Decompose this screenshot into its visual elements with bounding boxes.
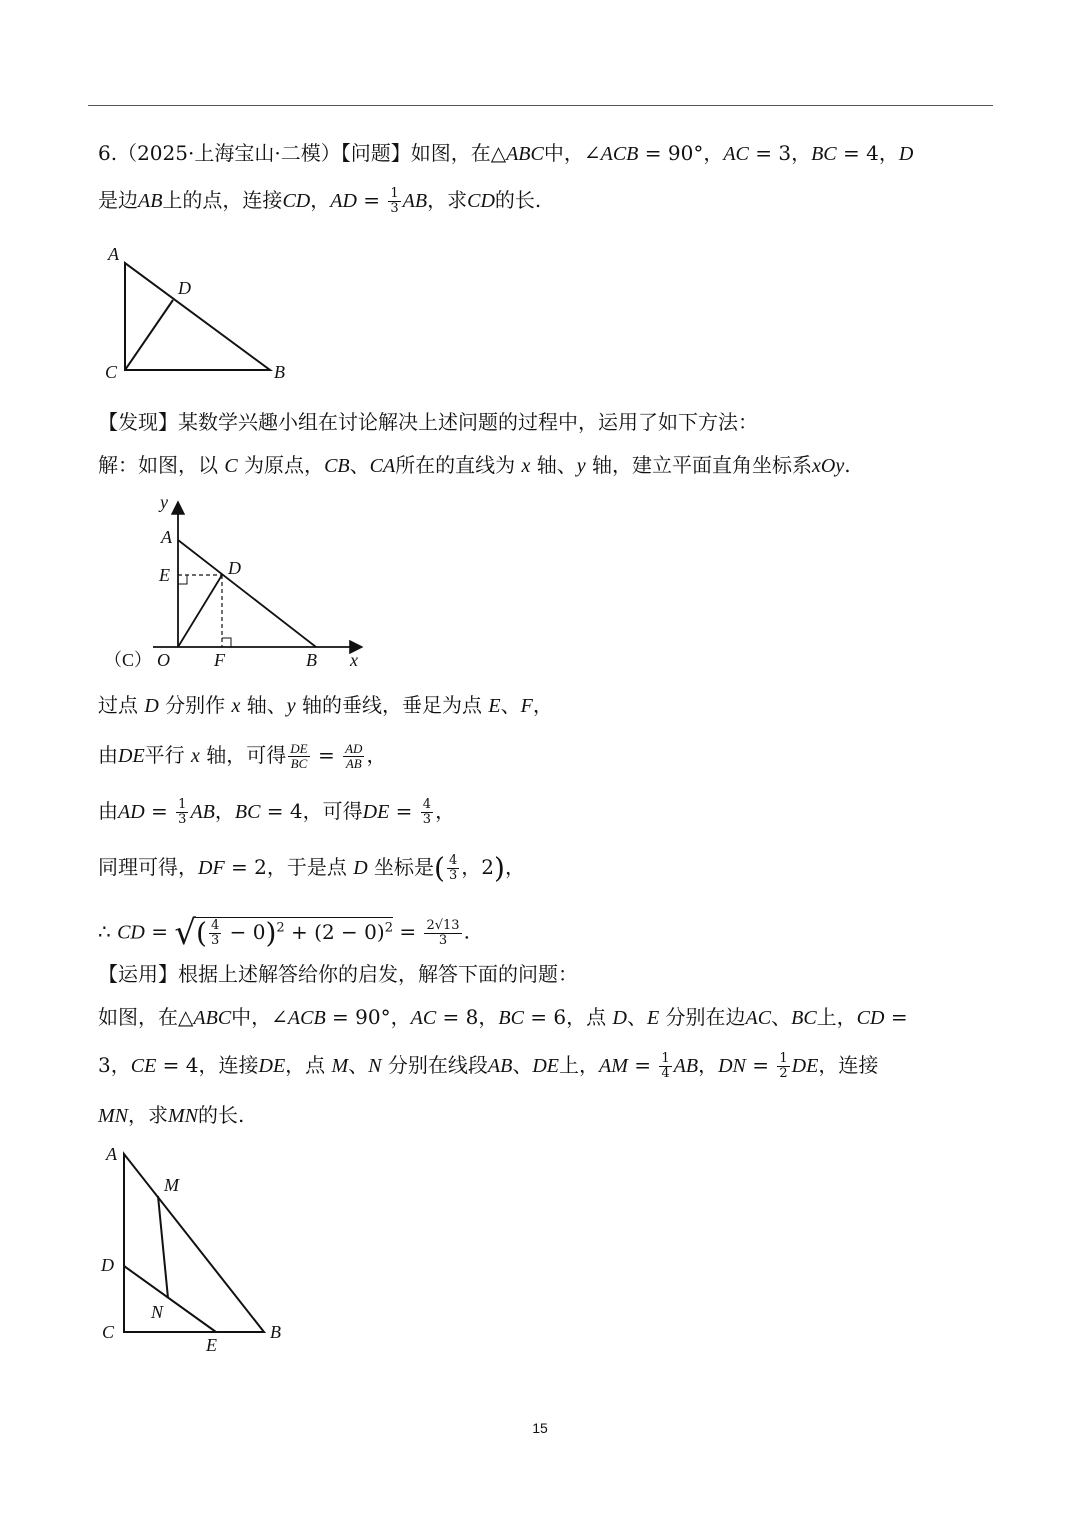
text: 如图，在△ [98, 1005, 194, 1029]
math-ab: AB [402, 190, 428, 212]
text: 轴、 [530, 453, 577, 477]
math-d: D [612, 1007, 627, 1029]
header-rule [88, 105, 993, 106]
fraction-numerator: DE [290, 741, 308, 756]
triangle-abc [124, 1154, 264, 1332]
fraction-numerator: AD [345, 741, 363, 756]
math-ad: AD [118, 801, 145, 823]
figure-triangle-abc [98, 240, 308, 390]
math-cd: CD [856, 1007, 885, 1029]
math-bc: BC [791, 1007, 817, 1029]
radicand [196, 916, 393, 950]
label-a: A [161, 527, 172, 547]
fraction-ad-ab [343, 742, 364, 771]
text: ， [698, 1053, 719, 1077]
math-f: F [520, 695, 533, 717]
text: 上的点，连接 [162, 188, 283, 212]
text: 分别在边 [659, 1005, 746, 1029]
fraction-denominator: 3 [390, 201, 399, 216]
exponent: 2 [276, 920, 285, 935]
triangle-abc [125, 263, 270, 370]
math-x: x [191, 745, 200, 767]
text: ， [532, 693, 553, 717]
math-bc: BC [811, 143, 837, 165]
text: ，点 [285, 1053, 332, 1077]
text: 为原点， [237, 453, 325, 477]
label-m: M [164, 1175, 179, 1195]
text: = 6，点 [523, 1005, 613, 1029]
text: 、 [626, 1005, 647, 1029]
figure-triangle-mn [98, 1140, 298, 1360]
text: 上， [816, 1005, 857, 1029]
segment-od [178, 575, 222, 647]
fraction-de-bc [288, 742, 309, 771]
figure-coordinate-system [98, 490, 378, 675]
text: ， [214, 799, 235, 823]
math-m: M [331, 1055, 349, 1077]
fraction-numerator: 1 [661, 1051, 670, 1066]
problem-line-1 [98, 139, 913, 168]
math-ca: CA [369, 455, 396, 477]
left-paren: ( [196, 916, 207, 950]
fraction-numerator: 4 [210, 917, 220, 933]
page-number: 15 [532, 1420, 548, 1436]
label-c: C [105, 362, 118, 382]
math-angle-acb: ∠ACB [271, 1007, 326, 1029]
text: 、 [348, 1053, 369, 1077]
math-ab: AB [487, 1055, 513, 1077]
fraction-denominator: 3 [438, 932, 448, 948]
label-f: F [214, 650, 225, 670]
text: = 90°， [325, 1005, 411, 1029]
segment-cd [125, 300, 173, 370]
fraction-numerator: 1 [390, 186, 399, 201]
text: = 90°， [638, 141, 724, 165]
math-cd: CD [467, 190, 495, 212]
text: . [463, 919, 470, 944]
fraction [388, 187, 400, 216]
right-paren: ) [494, 851, 505, 885]
text: = [884, 1005, 908, 1029]
text: = [627, 1053, 658, 1077]
text: 轴，建立平面直角坐标系 [585, 453, 813, 477]
math-de: DE [362, 801, 390, 823]
math-mn: MN [98, 1105, 128, 1127]
text: 所在的直线为 [395, 453, 522, 477]
text: 轴，可得 [199, 743, 287, 767]
text: + (2 − 0) [284, 919, 385, 944]
label-o: O [157, 650, 170, 670]
fraction-result [424, 919, 461, 948]
text: = 8， [436, 1005, 499, 1029]
problem-intro: 6.（2025·上海宝山·二模）【问题】如图，在△ [98, 141, 507, 165]
text: 3， [98, 1053, 131, 1077]
math-x: x [231, 695, 241, 717]
text: 同理可得， [98, 855, 198, 879]
math-e: E [488, 695, 501, 717]
text: 轴的垂线，垂足为点 [295, 693, 489, 717]
step-2 [98, 741, 386, 771]
math-de: DE [532, 1055, 560, 1077]
step-3 [98, 797, 455, 827]
text: ， [310, 188, 331, 212]
text: = 2，于是点 [224, 855, 354, 879]
math-e: E [646, 1007, 660, 1029]
label-a: A [106, 1144, 117, 1164]
text: 平行 [144, 743, 192, 767]
segment-de [124, 1266, 216, 1332]
math-de: DE [791, 1055, 819, 1077]
label-b: B [270, 1322, 281, 1342]
math-cb: CB [324, 455, 350, 477]
label-y: y [160, 492, 168, 512]
fraction-numerator: 4 [422, 797, 432, 812]
text: = 4， [836, 141, 899, 165]
text: ，连接 [818, 1053, 879, 1077]
fraction-denominator: 3 [448, 868, 458, 883]
text: 分别作 [158, 693, 232, 717]
right-angle-mark-f [222, 638, 231, 647]
text: 是边 [98, 188, 138, 212]
math-ac: AC [410, 1007, 437, 1029]
right-angle-mark-e [178, 575, 187, 584]
apply-line-1 [98, 1003, 908, 1032]
fraction-denominator: 3 [422, 812, 432, 827]
math-d: D [353, 857, 368, 879]
fraction-one-quarter [659, 1052, 671, 1081]
text: ，2 [461, 855, 494, 879]
label-d: D [228, 558, 241, 578]
math-bc: BC [498, 1007, 524, 1029]
text: = [745, 1053, 776, 1077]
fraction-four-thirds [421, 798, 433, 827]
math-de: DE [258, 1055, 286, 1077]
fraction-four-thirds [209, 919, 221, 948]
label-n: N [151, 1302, 164, 1322]
math-xoy: xOy [812, 455, 845, 477]
math-d: D [898, 143, 914, 165]
solution-line [98, 451, 851, 480]
text: − 0 [223, 919, 266, 944]
apply-line-2 [98, 1051, 878, 1081]
math-de: DE [118, 745, 145, 767]
text: 、 [771, 1005, 792, 1029]
label-e: E [159, 565, 170, 585]
label-e: E [206, 1335, 217, 1355]
math-n: N [368, 1055, 382, 1077]
fraction-numerator: 4 [448, 853, 458, 868]
text: = 4，可得 [260, 799, 363, 823]
text: 的长. [494, 188, 542, 212]
text: = [144, 799, 175, 823]
math-df: DF [198, 857, 225, 879]
math-cd: CD [117, 921, 145, 944]
apply-heading: 【运用】根据上述解答给你的启发，解答下面的问题： [98, 962, 578, 986]
right-paren: ) [265, 916, 277, 950]
problem-line-2 [98, 186, 541, 216]
label-d: D [101, 1255, 114, 1275]
text: 解：如图，以 [98, 453, 225, 477]
math-x: x [521, 455, 531, 477]
text: 由 [98, 743, 118, 767]
math-ab: AB [190, 801, 215, 823]
step-4 [98, 853, 525, 883]
segment-ab [178, 540, 316, 647]
text: 轴、 [240, 693, 287, 717]
apply-line-3 [98, 1101, 244, 1130]
text: 的长. [198, 1103, 245, 1127]
discover-heading: 【发现】某数学兴趣小组在讨论解决上述问题的过程中，运用了如下方法： [98, 410, 758, 434]
fraction-denominator: 3 [178, 812, 187, 827]
fraction-one-third [176, 798, 188, 827]
math-d: D [144, 695, 159, 717]
text: ， [435, 799, 456, 823]
fraction-one-half [777, 1052, 789, 1081]
text: 、 [512, 1053, 533, 1077]
fraction-numerator: 1 [779, 1051, 788, 1066]
label-a: A [108, 244, 119, 264]
text: ∴ [98, 919, 118, 944]
text: 坐标是 [367, 855, 435, 879]
text: 中， [231, 1005, 272, 1029]
label-x: x [350, 650, 358, 670]
text: 、 [349, 453, 370, 477]
fraction-numerator: 1 [178, 797, 187, 812]
text: = 3， [748, 141, 812, 165]
fraction-numerator: 2√13 [426, 917, 460, 933]
math-cd: CD [282, 190, 311, 212]
label-d: D [178, 278, 191, 298]
math-bc: BC [234, 801, 261, 823]
text: = [311, 743, 342, 767]
step-1 [98, 691, 553, 720]
text: 由 [98, 799, 118, 823]
text: 、 [500, 693, 521, 717]
label-c-paren: （C） [104, 650, 153, 670]
text: ， [504, 855, 525, 879]
fraction-denominator: BC [290, 756, 308, 771]
math-y: y [576, 455, 586, 477]
math-y: y [286, 695, 296, 717]
math-ac: AC [723, 143, 749, 165]
math-angle-acb: ∠ACB [583, 143, 639, 165]
label-b: B [274, 362, 285, 382]
math-mn: MN [168, 1105, 198, 1127]
fraction-denominator: AB [345, 756, 362, 771]
math-ce: CE [130, 1055, 157, 1077]
math-am: AM [599, 1055, 628, 1077]
text: = [356, 188, 387, 212]
text: 分别在线段 [381, 1053, 488, 1077]
text: 过点 [98, 693, 145, 717]
text: 上， [559, 1053, 600, 1077]
text: ， [366, 743, 387, 767]
label-b: B [306, 650, 317, 670]
math-ad: AD [330, 190, 357, 212]
fraction-denominator: 2 [779, 1066, 788, 1081]
text: = [389, 799, 419, 823]
label-c: C [102, 1322, 115, 1342]
math-c: C [224, 455, 238, 477]
text: 中， [543, 141, 584, 165]
math-abc: ABC [506, 143, 544, 165]
math-ac: AC [745, 1007, 772, 1029]
math-ab: AB [138, 190, 163, 212]
fraction-denominator: 3 [210, 932, 220, 948]
math-dn: DN [718, 1055, 746, 1077]
text: . [844, 453, 851, 477]
radical-sign: √ [174, 913, 197, 954]
exponent: 2 [384, 920, 393, 935]
text: = [144, 919, 175, 944]
math-abc: ABC [193, 1007, 232, 1029]
text: ，求 [427, 188, 468, 212]
text: = 4，连接 [156, 1053, 259, 1077]
math-ab: AB [673, 1055, 699, 1077]
left-paren: ( [434, 851, 445, 885]
segment-mn [158, 1196, 168, 1298]
step-5 [98, 911, 470, 954]
fraction-four-thirds [447, 854, 459, 883]
fraction-denominator: 4 [661, 1066, 670, 1081]
text: ，求 [128, 1103, 168, 1127]
text: = [392, 919, 423, 944]
